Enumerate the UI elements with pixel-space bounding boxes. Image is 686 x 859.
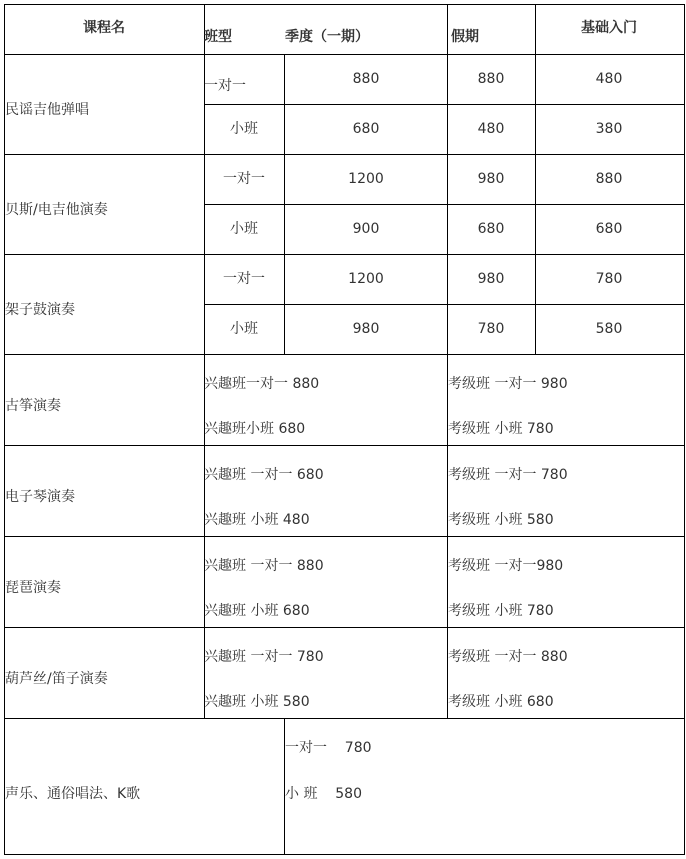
holiday-price-cell: 980 [477,271,505,287]
table-border-left [4,4,5,855]
row-divider [4,154,685,155]
exam-class-price: 考级班 小班 780 [448,603,554,619]
course-name: 贝斯/电吉他演奏 [5,202,108,218]
exam-class-price: 考级班 小班 780 [448,421,554,437]
holiday-price-cell: 980 [477,171,505,187]
row-divider [4,354,685,355]
exam-class-price: 考级班 一对一 980 [448,376,568,392]
course-name: 古筝演奏 [5,398,61,414]
table-border-right [684,4,685,855]
table-border-bottom [4,854,685,855]
basic-price-cell: 580 [595,321,623,337]
class-type-cell: 一对一 [223,171,265,187]
table-border-top [4,4,685,5]
interest-class-price: 兴趣班一对一 880 [204,376,320,392]
exam-class-price: 考级班 一对一980 [448,558,564,574]
header-class-type: 班型 [204,29,232,45]
season-price-cell: 1200 [348,171,384,187]
holiday-price-cell: 780 [477,321,505,337]
header-basic: 基础入门 [581,20,637,36]
interest-class-price: 兴趣班 小班 680 [204,603,310,619]
exam-class-price: 考级班 一对一 880 [448,649,568,665]
interest-class-price: 兴趣班小班 680 [204,421,306,437]
row-divider [4,254,685,255]
basic-price-cell: 480 [595,71,623,87]
holiday-price-cell: 880 [477,71,505,87]
interest-class-price: 兴趣班 一对一 780 [204,649,324,665]
row-divider [4,627,685,628]
row-divider [4,718,685,719]
row-divider [4,536,685,537]
course-name: 民谣吉他弹唱 [5,102,89,118]
season-price-cell: 980 [352,321,380,337]
col-divider [535,4,536,354]
header-season: 季度（一期） [285,29,369,45]
holiday-price-cell: 680 [477,221,505,237]
interest-class-price: 兴趣班 小班 480 [204,512,310,528]
season-price-cell: 1200 [348,271,384,287]
interest-class-price: 兴趣班 小班 580 [204,694,310,710]
basic-price-cell: 680 [595,221,623,237]
row-divider [4,54,685,55]
row-divider [204,104,685,105]
header-course-name: 课程名 [83,20,125,36]
vocal-price: 一对一 780 [285,740,372,756]
course-name: 声乐、通俗唱法、K歌 [5,786,141,802]
exam-class-price: 考级班 一对一 780 [448,467,568,483]
basic-price-cell: 380 [595,121,623,137]
row-divider [204,204,685,205]
class-type-cell: 一对一 [223,271,265,287]
class-type-cell: 小班 [230,321,258,337]
row-divider [204,304,685,305]
class-type-cell: 小班 [230,121,258,137]
course-name: 电子琴演奏 [5,489,75,505]
col-divider [284,54,285,354]
holiday-price-cell: 480 [477,121,505,137]
exam-class-price: 考级班 小班 680 [448,694,554,710]
class-type-cell: 小班 [230,221,258,237]
exam-class-price: 考级班 小班 580 [448,512,554,528]
season-price-cell: 880 [352,71,380,87]
header-holiday: 假期 [451,29,479,45]
interest-class-price: 兴趣班 一对一 680 [204,467,324,483]
course-name: 琵琶演奏 [5,580,61,596]
interest-class-price: 兴趣班 一对一 880 [204,558,324,574]
vocal-price: 小 班 580 [285,786,362,802]
course-name: 葫芦丝/笛子演奏 [5,671,108,687]
row-divider [4,445,685,446]
class-type-cell: 一对一 [204,78,246,94]
season-price-cell: 900 [352,221,380,237]
season-price-cell: 680 [352,121,380,137]
basic-price-cell: 880 [595,171,623,187]
basic-price-cell: 780 [595,271,623,287]
course-name: 架子鼓演奏 [5,302,75,318]
